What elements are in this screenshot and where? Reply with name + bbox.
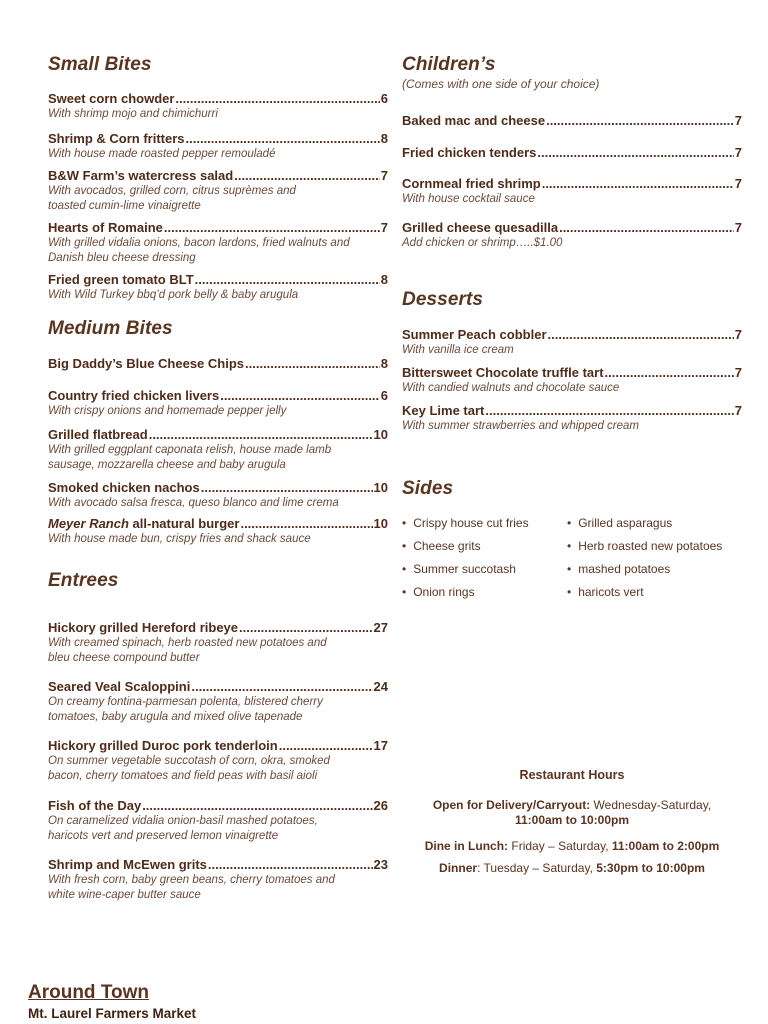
menu-item-line [402,145,742,160]
menu-item-line [48,857,388,872]
restaurant-hours [402,768,742,875]
menu-item-line [48,356,388,371]
menu-item-description: With house made bun, crispy fries and shack sauce [48,533,311,545]
side-item: • mashed potatoes [567,561,722,584]
menu-item-price: 7 [734,145,742,160]
menu-item [402,220,742,250]
side-item: • Onion rings [402,584,529,607]
menu-item-description: With house cocktail sauce [402,193,535,205]
menu-item-line [402,113,742,128]
menu-item [402,403,742,433]
menu-item-description: With vanilla ice cream [402,344,514,356]
menu-item-description: Danish bleu cheese dressing [48,252,196,264]
dot-leader [191,679,372,694]
side-item: • haricots vert [567,584,722,607]
menu-item-name: B&W Farm’s watercress salad [48,168,234,183]
dot-leader [234,168,380,183]
menu-item-price: 7 [734,220,742,235]
menu-item-line [48,168,388,183]
menu-item-price: 10 [373,480,388,495]
menu-item [48,798,388,843]
lunch-label: Dine in Lunch: [424,839,509,853]
menu-item-price: 8 [380,272,388,287]
menu-item-name: Country fried chicken livers [48,388,220,403]
dot-leader [559,220,734,235]
dot-leader [142,798,372,813]
menu-item-name: Meyer Ranch all-natural burger [48,516,240,531]
menu-item-name-italic: Meyer Ranch [48,516,129,531]
menu-item-price: 17 [373,738,388,753]
hours-dinner [402,861,742,875]
menu-item-name: Sweet corn chowder [48,91,175,106]
side-item: • Herb roasted new potatoes [567,538,722,561]
menu-item-name: Shrimp and McEwen grits [48,857,207,872]
dinner-label: Dinner [439,861,478,875]
menu-item-description: With fresh corn, baby green beans, cherry tomatoes and [48,874,335,886]
sides-right-list [567,515,722,607]
dot-leader [186,131,380,146]
menu-item-description: With crispy onions and homemade pepper jelly [48,405,287,417]
hours-lunch [402,839,742,853]
menu-item [48,220,388,265]
menu-item-description: toasted cumin-lime vinaigrette [48,200,201,212]
menu-item-price: 24 [373,679,388,694]
childrens-note: (Comes with one side of your choice) [402,77,600,91]
medium-bites-heading: Medium Bites [48,318,173,339]
menu-item-line [48,220,388,235]
menu-item [48,516,388,546]
menu-item-description: With grilled eggplant caponata relish, house made lamb [48,444,332,456]
menu-item-line [402,403,742,418]
dot-leader [175,91,379,106]
lunch-time: 11:00am to 2:00pm [611,839,720,853]
menu-item-line [402,220,742,235]
menu-item [402,365,742,395]
menu-item-price: 8 [380,356,388,371]
menu-item-line [48,480,388,495]
dot-leader [605,365,734,380]
around-town-subtitle: Mt. Laurel Farmers Market [28,1006,197,1021]
menu-item-name: Fish of the Day [48,798,142,813]
menu-item [402,176,742,206]
menu-item-price: 7 [734,403,742,418]
menu-item-name: Fried green tomato BLT [48,272,194,287]
around-town [28,982,196,1021]
menu-item-price: 6 [380,91,388,106]
dot-leader [240,516,372,531]
dot-leader [546,113,734,128]
menu-item-name: Big Daddy’s Blue Cheese Chips [48,356,245,371]
dot-leader [279,738,373,753]
dot-leader [537,145,733,160]
menu-item [48,427,388,472]
menu-item [402,327,742,357]
menu-item-line [48,620,388,635]
menu-item-description: With avocado salsa fresca, queso blanco and lime crema [48,497,339,509]
lunch-days: Friday – Saturday, [508,839,612,853]
menu-item-price: 7 [734,327,742,342]
delivery-days: Wednesday-Saturday, [590,798,712,812]
dot-leader [542,176,734,191]
dot-leader [208,857,373,872]
menu-item-description: Add chicken or shrimp…..$1.00 [402,237,563,249]
menu-item-line [402,327,742,342]
menu-item-line [48,272,388,287]
side-item: • Crispy house cut fries [402,515,529,538]
side-item: • Grilled asparagus [567,515,722,538]
menu-item-name: Summer Peach cobbler [402,327,547,342]
menu-item [48,738,388,783]
dot-leader [548,327,734,342]
dot-leader [149,427,373,442]
dot-leader [220,388,380,403]
menu-item-description: With creamed spinach, herb roasted new potatoes and [48,637,327,649]
menu-item-description: On creamy fontina-parmesan polenta, blistered cherry [48,696,323,708]
delivery-label: Open for Delivery/Carryout: [432,798,591,812]
small-bites-heading: Small Bites [48,54,152,75]
childrens-heading: Children’s [402,54,496,75]
menu-item-name: Hickory grilled Duroc pork tenderloin [48,738,278,753]
menu-item [48,168,388,213]
menu-item [48,356,388,371]
menu-item-description: On summer vegetable succotash of corn, okra, smoked [48,755,330,767]
menu-item-name: Seared Veal Scaloppini [48,679,191,694]
menu-item-description: With candied walnuts and chocolate sauce [402,382,620,394]
menu-item-name: Cornmeal fried shrimp [402,176,541,191]
side-item: • Cheese grits [402,538,529,561]
menu-item-line [48,427,388,442]
menu-item-price: 7 [734,176,742,191]
menu-item-line [48,91,388,106]
dinner-time: 5:30pm to 10:00pm [596,861,705,875]
menu-item-name: Hearts of Romaine [48,220,163,235]
menu-item-name: Baked mac and cheese [402,113,546,128]
menu-item-price: 26 [373,798,388,813]
hours-delivery [402,798,742,812]
menu-item [48,131,388,161]
menu-item [48,388,388,418]
menu-item [48,620,388,665]
menu-item [48,679,388,724]
menu-item-line [48,516,388,531]
menu-item [48,480,388,510]
menu-item-price: 7 [734,365,742,380]
menu-item [402,145,742,160]
dot-leader [201,480,373,495]
menu-item-line [48,738,388,753]
menu-item [48,91,388,121]
menu-item-description: With house made roasted pepper remouladé [48,148,276,160]
delivery-time: 11:00am to 10:00pm [514,813,630,827]
menu-item-price: 7 [380,168,388,183]
menu-item-name: Shrimp & Corn fritters [48,131,185,146]
menu-item-description: tomatoes, baby arugula and mixed olive tapenade [48,711,303,723]
sides-heading: Sides [402,478,454,499]
side-item: • Summer succotash [402,561,529,584]
menu-item-description: bacon, cherry tomatoes and field peas with basil aioli [48,770,318,782]
menu-item-description: With summer strawberries and whipped cream [402,420,640,432]
desserts-heading: Desserts [402,289,484,310]
menu-item-description: bleu cheese compound butter [48,652,200,664]
dot-leader [195,272,380,287]
menu-item-description: With grilled vidalia onions, bacon lardons, fried walnuts and [48,237,350,249]
dot-leader [239,620,373,635]
dot-leader [485,403,733,418]
hours-title: Restaurant Hours [519,768,625,782]
menu-item-description: On caramelized vidalia onion-basil mashed potatoes, [48,815,318,827]
around-town-title: Around Town [28,982,150,1003]
dot-leader [245,356,380,371]
dot-leader [164,220,380,235]
menu-item-price: 27 [373,620,388,635]
menu-item-price: 7 [734,113,742,128]
menu-item-price: 6 [380,388,388,403]
menu-item [402,113,742,128]
menu-item-description: With Wild Turkey bbq’d pork belly & baby arugula [48,289,299,301]
menu-item-name: Fried chicken tenders [402,145,537,160]
menu-item-description: white wine-caper butter sauce [48,889,201,901]
menu-item-description: With avocados, grilled corn, citrus suprèmes and [48,185,296,197]
sides-left-list [402,515,529,607]
menu-item-description: sausage, mozzarella cheese and baby arugula [48,459,286,471]
menu-item-name: Hickory grilled Hereford ribeye [48,620,239,635]
menu-item-price: 10 [373,427,388,442]
menu-item-price: 7 [380,220,388,235]
menu-item [48,857,388,902]
menu-item-line [402,365,742,380]
menu-item [48,272,388,302]
menu-item-line [402,176,742,191]
menu-item-line [48,798,388,813]
menu-item-description: With shrimp mojo and chimichurri [48,108,218,120]
menu-item-line [48,679,388,694]
menu-item-description: haricots vert and preserved lemon vinaigrette [48,830,279,842]
menu-item-name: Key Lime tart [402,403,485,418]
menu-item-name: Grilled flatbread [48,427,148,442]
menu-item-price: 23 [373,857,388,872]
dinner-days: : Tuesday – Saturday, [477,861,597,875]
menu-item-price: 10 [373,516,388,531]
menu-item-name: Smoked chicken nachos [48,480,200,495]
menu-item-line [48,388,388,403]
entrees-heading: Entrees [48,570,119,591]
menu-item-name: Grilled cheese quesadilla [402,220,559,235]
menu-item-name: Bittersweet Chocolate truffle tart [402,365,604,380]
menu-item-price: 8 [380,131,388,146]
menu-item-line [48,131,388,146]
